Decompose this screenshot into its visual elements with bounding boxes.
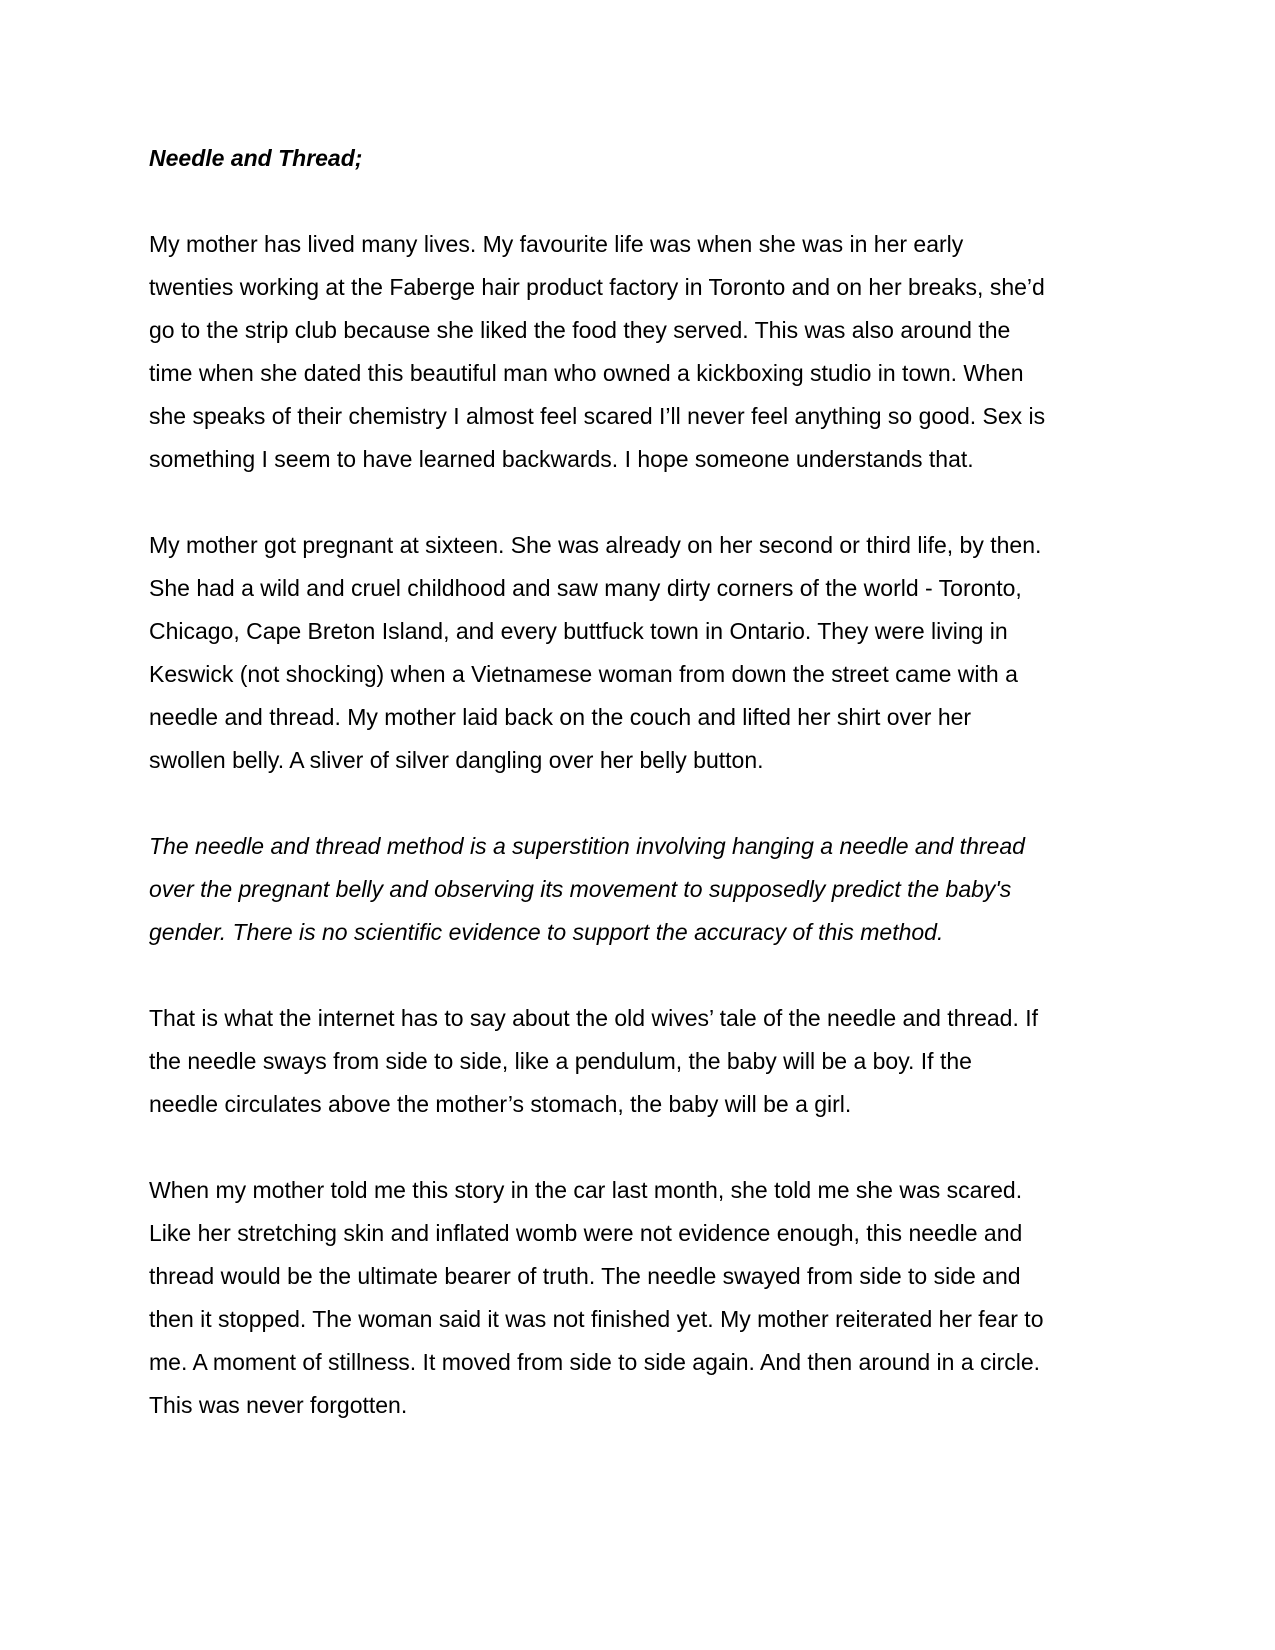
paragraph-line: The needle and thread method is a superstition involving hanging a needle and thread	[149, 833, 1025, 859]
paragraph-3-italic-quote	[149, 825, 1129, 954]
paragraph-line: time when she dated this beautiful man who owned a kickboxing studio in town. When	[149, 360, 1024, 386]
paragraph-line: something I seem to have learned backwards. I hope someone understands that.	[149, 446, 974, 472]
document-page	[149, 137, 1129, 1470]
paragraph-line: My mother has lived many lives. My favourite life was when she was in her early	[149, 231, 964, 257]
paragraph-line: needle circulates above the mother’s stomach, the baby will be a girl.	[149, 1091, 852, 1117]
paragraph-1	[149, 223, 1129, 481]
paragraph-line: That is what the internet has to say about the old wives’ tale of the needle and thread. If	[149, 1005, 1039, 1031]
paragraph-line: Keswick (not shocking) when a Vietnamese woman from down the street came with a	[149, 661, 1018, 687]
paragraph-2	[149, 524, 1129, 782]
paragraph-line: over the pregnant belly and observing its movement to supposedly predict the baby's	[149, 876, 1012, 902]
paragraph-line: She had a wild and cruel childhood and saw many dirty corners of the world - Toronto,	[149, 575, 1022, 601]
paragraph-line: twenties working at the Faberge hair product factory in Toronto and on her breaks, she’d	[149, 274, 1045, 300]
paragraph-line: go to the strip club because she liked the food they served. This was also around the	[149, 317, 1011, 343]
paragraph-line: When my mother told me this story in the car last month, she told me she was scared.	[149, 1177, 1023, 1203]
paragraph-line: Like her stretching skin and inflated womb were not evidence enough, this needle and	[149, 1220, 1023, 1246]
paragraph-line: gender. There is no scientific evidence to support the accuracy of this method.	[149, 919, 944, 945]
paragraph-line: This was never forgotten.	[149, 1392, 408, 1418]
paragraph-line: Chicago, Cape Breton Island, and every buttfuck town in Ontario. They were living in	[149, 618, 1008, 644]
paragraph-line: she speaks of their chemistry I almost feel scared I’ll never feel anything so good. Sex is	[149, 403, 1046, 429]
paragraph-line: My mother got pregnant at sixteen. She was already on her second or third life, by then.	[149, 532, 1042, 558]
paragraph-4	[149, 997, 1129, 1126]
paragraph-line: swollen belly. A sliver of silver dangling over her belly button.	[149, 747, 764, 773]
paragraph-line: then it stopped. The woman said it was not finished yet. My mother reiterated her fear to	[149, 1306, 1044, 1332]
paragraph-line: me. A moment of stillness. It moved from side to side again. And then around in a circle.	[149, 1349, 1041, 1375]
document-title: Needle and Thread;	[149, 145, 363, 171]
paragraph-line: thread would be the ultimate bearer of truth. The needle swayed from side to side and	[149, 1263, 1021, 1289]
paragraph-line: the needle sways from side to side, like a pendulum, the baby will be a boy. If the	[149, 1048, 972, 1074]
paragraph-5	[149, 1169, 1129, 1427]
paragraph-line: needle and thread. My mother laid back on the couch and lifted her shirt over her	[149, 704, 972, 730]
